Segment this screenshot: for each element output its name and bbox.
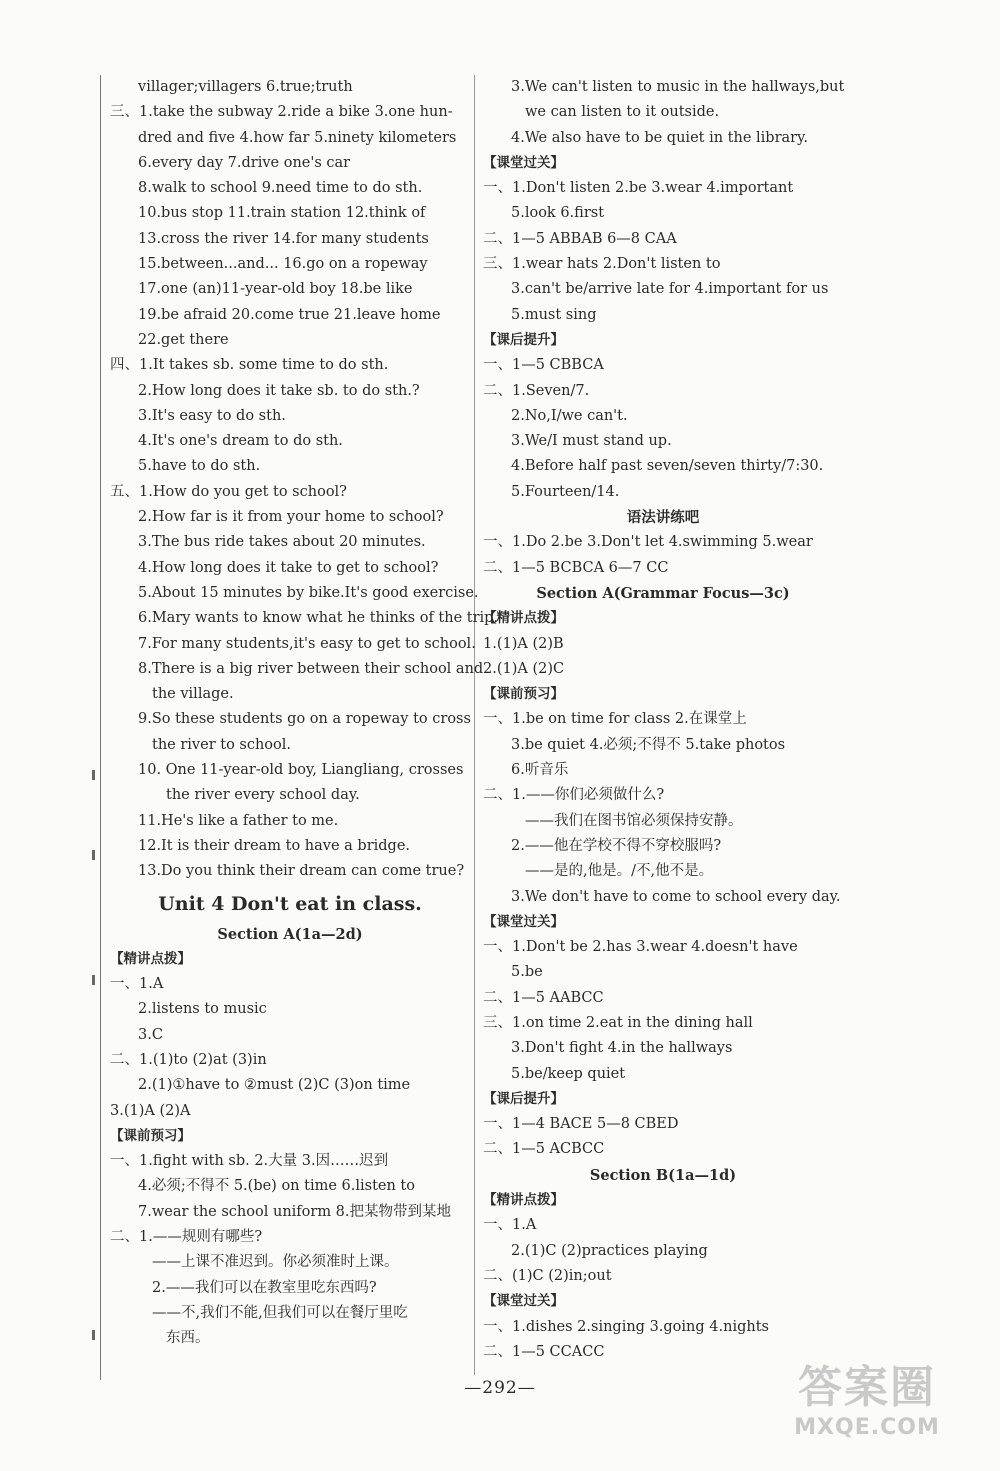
answer-line: 7.wear the school uniform 8.把某物带到某地 (138, 1203, 452, 1220)
answer-line: the river to school. (152, 736, 292, 753)
answer-line: 二、1—5 ACBCC (483, 1141, 605, 1158)
answer-line: 3.(1)A (2)A (110, 1102, 191, 1119)
section-heading: 【精讲点拨】 (483, 1192, 564, 1209)
answer-line: 6.听音乐 (511, 762, 569, 779)
answer-line: 13.Do you think their dream can come true? (138, 863, 465, 880)
answer-line: 一、1—4 BACE 5—8 CBED (483, 1116, 679, 1133)
answer-line: 11.He's like a father to me. (138, 812, 339, 829)
answer-line: 二、1.——规则有哪些? (110, 1229, 263, 1246)
answer-line: 3.It's easy to do sth. (138, 407, 286, 424)
answer-line: 一、1.Don't be 2.has 3.wear 4.doesn't have (483, 939, 798, 956)
left-column (110, 75, 499, 1352)
answer-line: 17.one (an)11-year-old boy 18.be like (138, 281, 413, 298)
answer-line: 2.How far is it from your home to school? (138, 509, 444, 526)
margin-tick (92, 850, 95, 860)
answer-line: 5.Fourteen/14. (511, 483, 620, 500)
answer-line: 3.We/I must stand up. (511, 433, 672, 450)
answer-line: 5.be/keep quiet (511, 1065, 626, 1082)
answer-line: 4.必须;不得不 5.(be) on time 6.listen to (138, 1178, 415, 1195)
answer-line: ——上课不准迟到。你必须准时上课。 (152, 1254, 399, 1271)
answer-line: 6.Mary wants to know what he thinks of the trip. (138, 610, 499, 627)
answer-line: 二、1—5 CCACC (483, 1343, 605, 1360)
section-title: Section A(1a—2d) (217, 925, 363, 943)
answer-line: 3.Don't fight 4.in the hallways (511, 1040, 733, 1057)
binding-margin-line (100, 75, 101, 1380)
answer-line: 3.The bus ride takes about 20 minutes. (138, 534, 426, 551)
answer-line: 一、1.Do 2.be 3.Don't let 4.swimming 5.wear (483, 534, 813, 551)
answer-line: 2.——他在学校不得不穿校服吗? (511, 837, 722, 854)
answer-line: 5.have to do sth. (138, 458, 261, 475)
answer-line: 4.It's one's dream to do sth. (138, 433, 343, 450)
watermark-logo: 答案圈 (798, 1362, 936, 1413)
answer-line: 二、1.Seven/7. (483, 382, 590, 399)
answer-line: 2.listens to music (138, 1001, 267, 1018)
answer-line: 8.walk to school 9.need time to do sth. (138, 180, 423, 197)
section-heading: 【精讲点拨】 (483, 610, 564, 627)
margin-tick (92, 975, 95, 985)
answer-line: 19.be afraid 20.come true 21.leave home (138, 306, 441, 323)
answer-line: 3.can't be/arrive late for 4.important for us (511, 281, 829, 298)
watermark-site: MXQE.COM (794, 1415, 940, 1440)
answer-line: 2.(1)C (2)practices playing (511, 1242, 708, 1259)
answer-line: 4.We also have to be quiet in the library. (511, 129, 808, 146)
answer-line: 2.(1)A (2)C (483, 660, 565, 677)
answer-line: 一、1.Don't listen 2.be 3.wear 4.important (483, 180, 794, 197)
answer-line: 四、1.It takes sb. some time to do sth. (110, 357, 389, 374)
answer-line: 13.cross the river 14.for many students (138, 230, 429, 247)
section-heading: 【课前预习】 (110, 1127, 191, 1144)
answer-line: 5.be (511, 964, 543, 981)
answer-line: 二、1.(1)to (2)at (3)in (110, 1051, 267, 1068)
answer-line: 15.between...and... 16.go on a ropeway (138, 256, 428, 273)
answer-line: 9.So these students go on a ropeway to cross (138, 711, 471, 728)
section-heading: 【课后提升】 (483, 331, 564, 348)
answer-line: 三、1.wear hats 2.Don't listen to (483, 256, 721, 273)
answer-line: 二、1.——你们必须做什么? (483, 787, 665, 804)
column-divider (474, 75, 475, 1375)
answer-line: 一、1—5 CBBCA (483, 357, 604, 374)
answer-line: 3.C (138, 1026, 163, 1043)
watermark (762, 1361, 972, 1457)
section-heading: 【课堂过关】 (483, 154, 564, 171)
answer-line: 五、1.How do you get to school? (110, 483, 347, 500)
answer-line: 二、1—5 BCBCA 6—7 CC (483, 559, 669, 576)
answer-line: 1.(1)A (2)B (483, 635, 564, 652)
answer-line: ——是的,他是。/不,他不是。 (525, 863, 714, 880)
answer-line: 2.No,I/we can't. (511, 407, 628, 424)
answer-line: 2.How long does it take sb. to do sth.? (138, 382, 420, 399)
answer-line: 东西。 (166, 1330, 210, 1347)
answer-line: villager;villagers 6.true;truth (138, 79, 353, 95)
answer-line: 3.We can't listen to music in the hallways,but (511, 79, 845, 95)
section-heading: 【课后提升】 (483, 1090, 564, 1107)
answer-line: 3.be quiet 4.必须;不得不 5.take photos (511, 736, 786, 753)
answer-line: 一、1.A (110, 976, 164, 993)
answer-line: 12.It is their dream to have a bridge. (138, 837, 411, 854)
answer-line: 三、1.take the subway 2.ride a bike 3.one hun- (110, 104, 453, 121)
answer-line: 4.Before half past seven/seven thirty/7:30. (511, 458, 824, 475)
answer-line: 22.get there (138, 331, 229, 348)
section-title: Section B(1a—1d) (589, 1166, 737, 1184)
answer-line: 10.bus stop 11.train station 12.think of (138, 205, 426, 222)
answer-line: 7.For many students,it's easy to get to school. (138, 635, 476, 652)
margin-tick (92, 1330, 95, 1340)
answer-line: 4.How long does it take to get to school? (138, 559, 439, 576)
right-column (483, 75, 843, 1365)
answer-line: 5.About 15 minutes by bike.It's good exercise. (138, 584, 479, 601)
answer-line: 10. One 11-year-old boy, Liangliang, crosses (138, 762, 464, 779)
answer-line: 5.must sing (511, 306, 597, 323)
unit-title: Unit 4 Don't eat in class. (158, 892, 422, 915)
answer-line: 6.every day 7.drive one's car (138, 154, 351, 171)
answer-line: 二、1—5 AABCC (483, 989, 604, 1006)
answer-line: we can listen to it outside. (525, 104, 720, 121)
section-heading: 【课前预习】 (483, 686, 564, 703)
margin-tick (92, 770, 95, 780)
answer-line: 3.We don't have to come to school every day. (511, 888, 841, 905)
answer-line: dred and five 4.how far 5.ninety kilometers (138, 129, 457, 146)
answer-line: 一、1.be on time for class 2.在课堂上 (483, 711, 747, 728)
section-heading: 【课堂过关】 (483, 913, 564, 930)
answer-line: the river every school day. (166, 787, 360, 804)
answer-line: 2.(1)①have to ②must (2)C (3)on time (138, 1077, 411, 1094)
section-title: 语法讲练吧 (626, 509, 700, 527)
answer-line: 一、1.fight with sb. 2.大量 3.因……迟到 (110, 1153, 389, 1170)
answer-line: ——不,我们不能,但我们可以在餐厅里吃 (152, 1304, 408, 1321)
section-heading: 【精讲点拨】 (110, 950, 191, 967)
page-number: —292— (464, 1378, 536, 1398)
answer-line: 二、(1)C (2)in;out (483, 1267, 612, 1284)
answer-line: 8.There is a big river between their school and (138, 660, 484, 677)
answer-line: 5.look 6.first (511, 205, 605, 222)
answer-line: 2.——我们可以在教室里吃东西吗? (152, 1279, 377, 1296)
section-heading: 【课堂过关】 (483, 1293, 564, 1310)
answer-line: the village. (152, 686, 234, 703)
section-title: Section A(Grammar Focus—3c) (536, 584, 790, 602)
answer-line: 一、1.A (483, 1217, 537, 1234)
answer-line: 一、1.dishes 2.singing 3.going 4.nights (483, 1318, 769, 1335)
answer-line: 二、1—5 ABBAB 6—8 CAA (483, 230, 677, 247)
answer-line: 三、1.on time 2.eat in the dining hall (483, 1014, 753, 1031)
answer-line: ——我们在图书馆必须保持安静。 (525, 812, 743, 829)
